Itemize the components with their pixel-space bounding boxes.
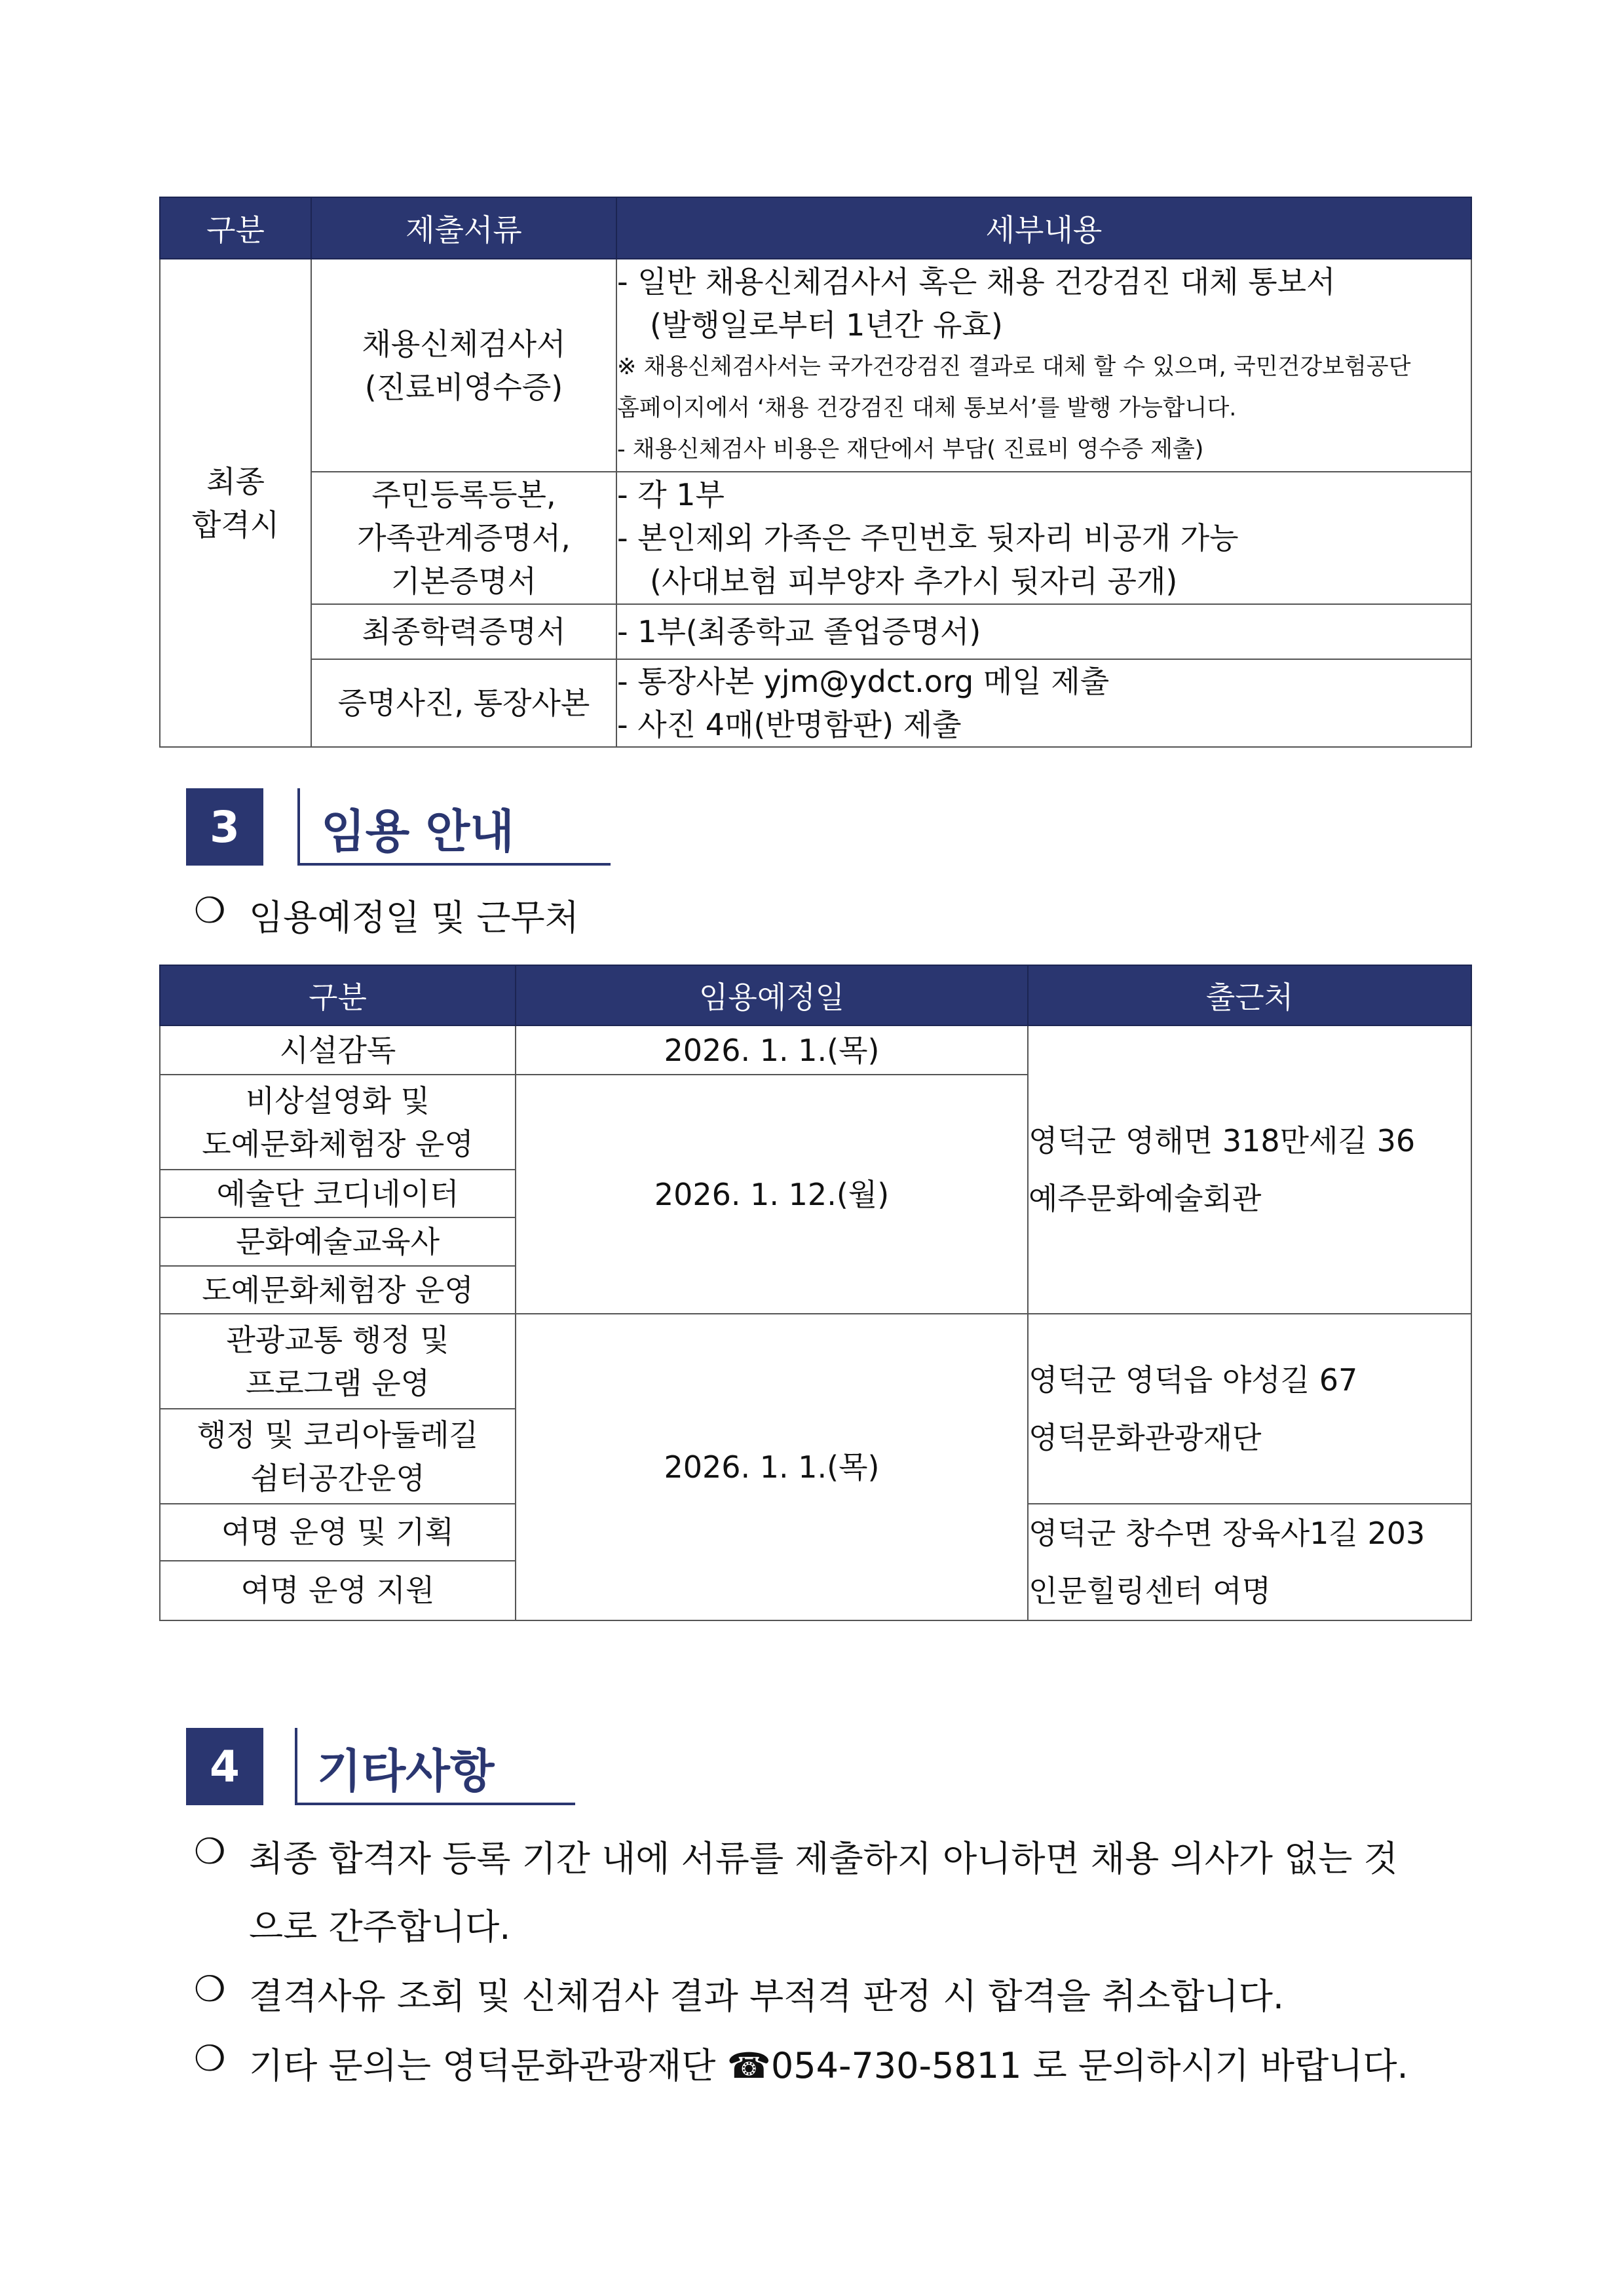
location-line: 인문힐링센터 여명 <box>1029 1573 1272 1609</box>
section-number: 3 <box>186 788 263 866</box>
location-line: 영덕군 영해면 318만세길 36 <box>1029 1123 1416 1158</box>
category-line: 합격시 <box>191 507 280 543</box>
date-cell <box>516 1075 1028 1314</box>
position-line: 비상설영화 및 <box>245 1082 430 1119</box>
date-cell <box>516 1314 1028 1620</box>
bullet-text: 결격사유 조회 및 신체검사 결과 부적격 판정 시 합격을 취소합니다. <box>249 1976 1285 2017</box>
position-cell <box>160 1217 516 1266</box>
date-text: 2026. 1. 12.(월) <box>654 1176 890 1212</box>
schedule-table <box>159 965 1472 1621</box>
position-line: 프로그램 운영 <box>245 1365 430 1401</box>
document-cell <box>311 259 616 472</box>
details-line: - 통장사본 yjm@ydct.org 메일 제출 <box>617 664 1110 699</box>
position-line: 시설감독 <box>279 1032 396 1068</box>
position-cell <box>160 1314 516 1409</box>
header-position: 구분 <box>160 965 516 1025</box>
bullet-mark: ❍ <box>194 1968 226 2010</box>
position-line: 관광교통 행정 및 <box>226 1322 449 1358</box>
details-cell <box>616 472 1471 604</box>
details-line: (사대보험 피부양자 추가시 뒷자리 공개) <box>650 564 1178 599</box>
position-line: 행정 및 코리아둘레길 <box>197 1417 479 1453</box>
bullet-text: 기타 문의는 영덕문화관광재단 ☎054-730-5811 로 문의하시기 바랍니다. <box>249 2045 1408 2086</box>
document-line: 증명사진, 통장사본 <box>337 685 590 721</box>
header-documents: 제출서류 <box>311 197 616 259</box>
bullet-mark: ❍ <box>194 1831 226 1872</box>
document-line: 가족관계증명서, <box>357 520 571 556</box>
details-cell <box>616 259 1471 472</box>
document-line: 기본증명서 <box>390 564 537 599</box>
position-cell <box>160 1266 516 1314</box>
details-line: (발행일로부터 1년간 유효) <box>650 307 1003 343</box>
location-cell <box>1028 1314 1471 1504</box>
location-cell <box>1028 1025 1471 1314</box>
section-underline <box>295 1803 575 1805</box>
location-cell <box>1028 1504 1471 1620</box>
document-cell <box>311 472 616 604</box>
section-title: 기타사항 <box>317 1744 495 1798</box>
position-line: 예술단 코디네이터 <box>216 1176 459 1212</box>
table-header-row <box>160 197 1471 259</box>
document-line: 채용신체검사서 <box>362 326 566 362</box>
header-category: 구분 <box>160 197 311 259</box>
document-line: (진료비영수증) <box>364 369 563 405</box>
location-line: 영덕군 영덕읍 야성길 67 <box>1029 1362 1358 1398</box>
section-divider <box>297 788 300 866</box>
document-line: 주민등록등본, <box>371 477 556 512</box>
bullet-text: 최종 합격자 등록 기간 내에 서류를 제출하지 아니하면 채용 의사가 없는 것 <box>249 1838 1398 1879</box>
position-line: 쉼터공간운영 <box>250 1460 425 1496</box>
section-divider <box>295 1728 297 1805</box>
details-line: - 일반 채용신체검사서 혹은 채용 건강검진 대체 통보서 <box>617 264 1336 299</box>
date-text: 2026. 1. 1.(목) <box>664 1449 880 1485</box>
table-row <box>160 659 1471 747</box>
section-title: 임용 안내 <box>321 805 514 858</box>
date-cell <box>516 1025 1028 1075</box>
table-row <box>160 604 1471 659</box>
table-row <box>160 1025 1471 1075</box>
header-date: 임용예정일 <box>516 965 1028 1025</box>
table-row <box>160 472 1471 604</box>
position-cell <box>160 1504 516 1561</box>
section-underline <box>297 863 611 866</box>
details-note-line: 홈페이지에서 ‘채용 건강검진 대체 통보서’를 발행 가능합니다. <box>617 395 1237 421</box>
bullet-mark: ❍ <box>194 890 226 931</box>
position-cell <box>160 1025 516 1075</box>
details-cell <box>616 604 1471 659</box>
document-line: 최종학력증명서 <box>362 614 566 649</box>
location-line: 영덕문화관광재단 <box>1029 1420 1262 1455</box>
category-cell <box>160 259 311 747</box>
documents-table <box>159 197 1472 748</box>
position-line: 여명 운영 지원 <box>240 1573 435 1609</box>
location-line: 예주문화예술회관 <box>1029 1181 1262 1216</box>
location-line: 영덕군 창수면 장육사1길 203 <box>1029 1516 1426 1551</box>
details-line: - 사진 4매(반명함판) 제출 <box>617 707 962 742</box>
section-3-header <box>186 788 612 867</box>
position-cell <box>160 1170 516 1217</box>
details-note-line: - 채용신체검사 비용은 재단에서 부담( 진료비 영수증 제출) <box>617 436 1204 463</box>
bullet-mark: ❍ <box>194 2038 226 2079</box>
table-row <box>160 259 1471 472</box>
header-location: 출근처 <box>1028 965 1471 1025</box>
bullet-text: 임용예정일 및 근무처 <box>249 897 579 938</box>
document-cell <box>311 659 616 747</box>
table-row <box>160 1314 1471 1409</box>
position-cell <box>160 1561 516 1620</box>
table-header-row <box>160 965 1471 1025</box>
position-line: 도예문화체험장 운영 <box>202 1272 474 1308</box>
category-line: 최종 <box>206 463 265 499</box>
details-line: - 각 1부 <box>617 477 725 512</box>
header-details: 세부내용 <box>616 197 1471 259</box>
position-line: 여명 운영 및 기획 <box>221 1514 454 1550</box>
details-cell <box>616 659 1471 747</box>
details-line: - 본인제외 가족은 주민번호 뒷자리 비공개 가능 <box>617 520 1239 556</box>
section-number: 4 <box>186 1728 263 1805</box>
position-line: 문화예술교육사 <box>235 1224 440 1259</box>
position-line: 도예문화체험장 운영 <box>202 1126 474 1162</box>
position-cell <box>160 1409 516 1504</box>
section-4-header <box>186 1728 612 1807</box>
details-line: - 1부(최종학교 졸업증명서) <box>617 614 981 649</box>
document-cell <box>311 604 616 659</box>
position-cell <box>160 1075 516 1170</box>
details-note-line: ※ 채용신체검사서는 국가건강검진 결과로 대체 할 수 있으며, 국민건강보험공단 <box>617 354 1411 380</box>
bullet-text: 으로 간주합니다. <box>249 1906 511 1947</box>
date-text: 2026. 1. 1.(목) <box>664 1032 880 1068</box>
